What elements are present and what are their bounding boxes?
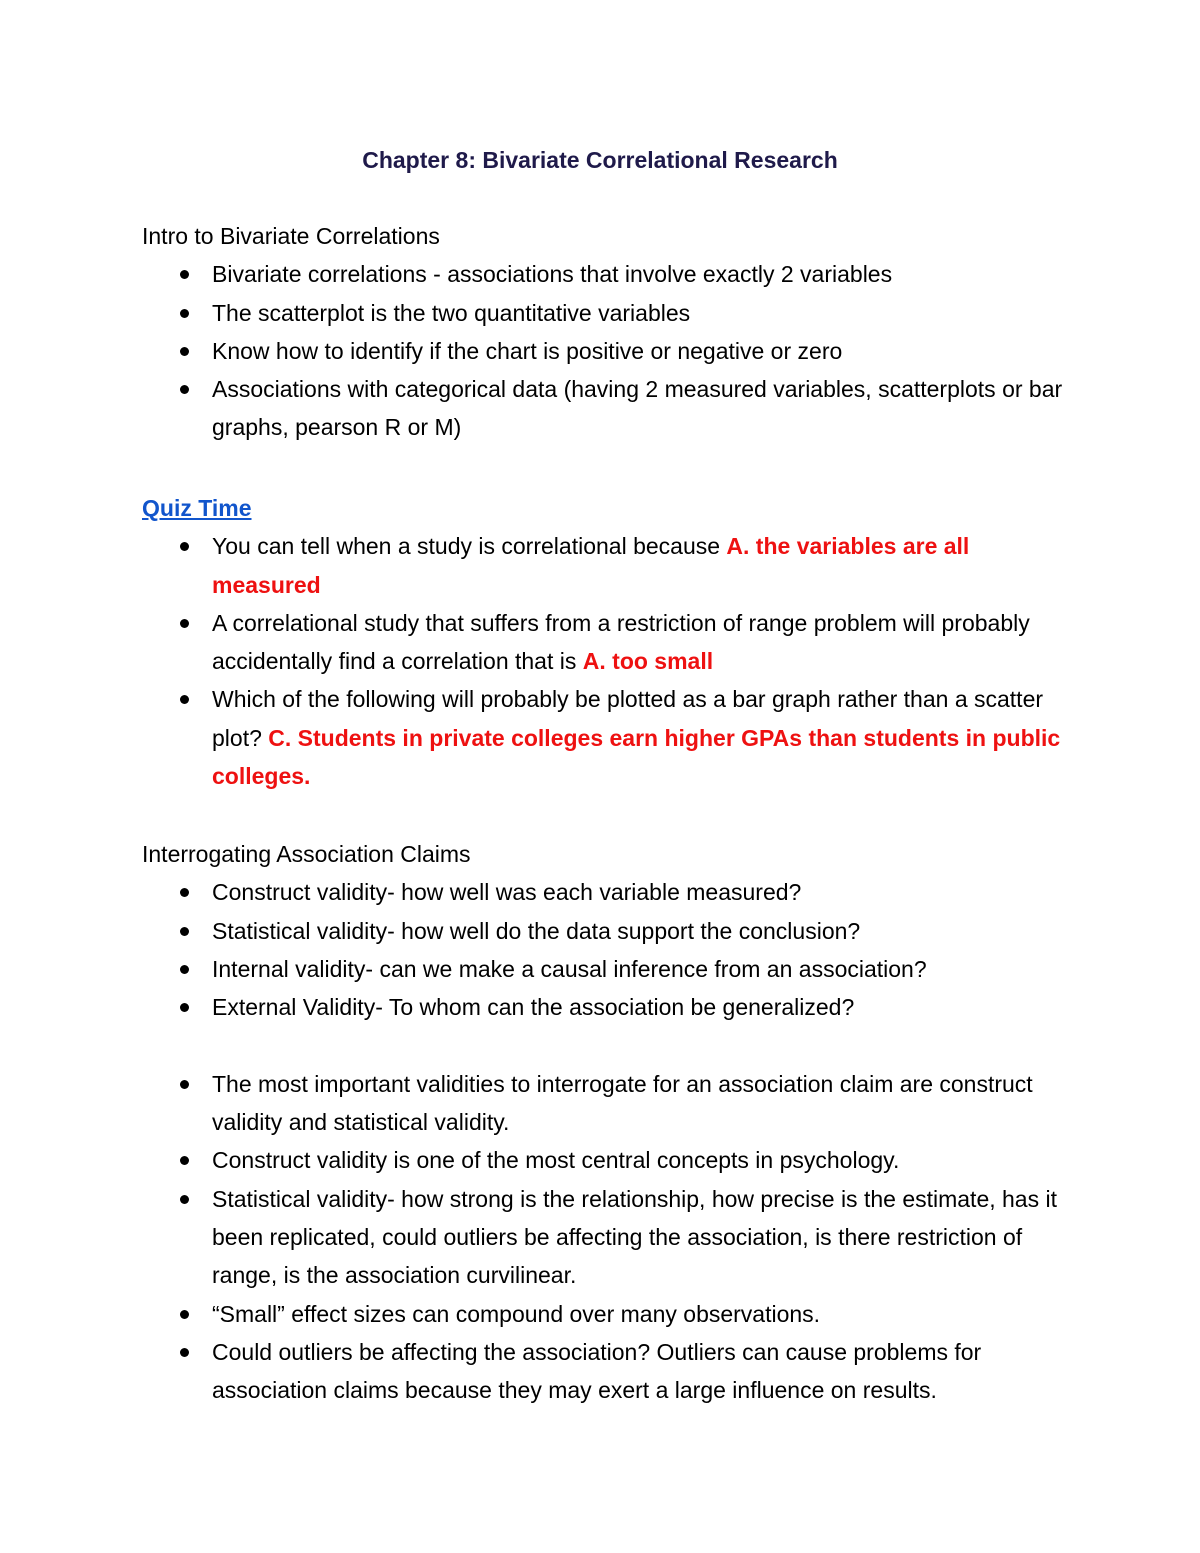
intro-section — [142, 217, 1072, 447]
interrogating-section — [142, 835, 1072, 1409]
list-item: The most important validities to interrogate for an association claim are construct validity and statistical validity. — [142, 1065, 1072, 1142]
list-item: Bivariate correlations - associations that involve exactly 2 variables — [142, 255, 1072, 293]
bullet-icon — [180, 542, 189, 551]
bullet-icon — [180, 619, 189, 628]
quiz-answer: C. Students in private colleges earn higher GPAs than students in public colleges. — [212, 724, 1061, 790]
intro-heading: Intro to Bivariate Correlations — [142, 223, 440, 249]
bullet-icon — [180, 1195, 189, 1204]
bullet-icon — [180, 888, 189, 897]
list-item: Construct validity- how well was each variable measured? — [142, 873, 1072, 911]
quiz-item — [142, 527, 1072, 604]
quiz-item — [142, 680, 1072, 795]
list-item: “Small” effect sizes can compound over many observations. — [142, 1295, 1072, 1333]
list-item: Could outliers be affecting the association? Outliers can cause problems for association claims because they may exert a large influence on results. — [142, 1333, 1072, 1410]
quiz-section — [142, 489, 1072, 795]
bullet-icon — [180, 309, 189, 318]
quiz-answer: A. too small — [582, 648, 714, 675]
list-item: The scatterplot is the two quantitative variables — [142, 294, 1072, 332]
list-item: Construct validity is one of the most central concepts in psychology. — [142, 1141, 1072, 1179]
association-notes-list — [142, 1065, 1072, 1410]
bullet-icon — [180, 270, 189, 279]
validity-list — [142, 873, 1072, 1026]
bullet-icon — [180, 965, 189, 974]
list-item: Associations with categorical data (having 2 measured variables, scatterplots or bar graphs, pearson R or M) — [142, 370, 1072, 447]
bullet-icon — [180, 1080, 189, 1089]
bullet-icon — [180, 385, 189, 394]
bullet-icon — [180, 347, 189, 356]
bullet-icon — [180, 1156, 189, 1165]
quiz-question: You can tell when a study is correlational because — [212, 533, 727, 560]
spacer — [142, 1026, 1072, 1064]
bullet-icon — [180, 1310, 189, 1319]
list-item: Know how to identify if the chart is positive or negative or zero — [142, 332, 1072, 370]
list-item: Internal validity- can we make a causal inference from an association? — [142, 950, 1072, 988]
bullet-icon — [180, 1348, 189, 1357]
list-item: Statistical validity- how well do the data support the conclusion? — [142, 912, 1072, 950]
bullet-icon — [180, 1003, 189, 1012]
list-item: External Validity- To whom can the association be generalized? — [142, 988, 1072, 1026]
intro-list — [142, 255, 1072, 446]
bullet-icon — [180, 927, 189, 936]
quiz-question: Which of the following will probably be plotted as a bar graph rather than a scatter plot? — [212, 686, 1044, 751]
bullet-icon — [180, 695, 189, 704]
page-title: Chapter 8: Bivariate Correlational Research — [362, 147, 838, 173]
quiz-heading-link[interactable]: Quiz Time — [142, 495, 252, 521]
quiz-list — [142, 527, 1072, 795]
list-item: Statistical validity- how strong is the relationship, how precise is the estimate, has it been replicated, could outliers be affecting the association, is there restriction of range, is the association curvilinear. — [142, 1180, 1072, 1295]
quiz-answer: A. the variables are all measured — [212, 533, 970, 598]
quiz-item — [142, 604, 1072, 681]
interrogating-heading: Interrogating Association Claims — [142, 841, 471, 867]
quiz-question: A correlational study that suffers from a restriction of range problem will probably accidentally find a correlation that is — [212, 609, 1030, 675]
